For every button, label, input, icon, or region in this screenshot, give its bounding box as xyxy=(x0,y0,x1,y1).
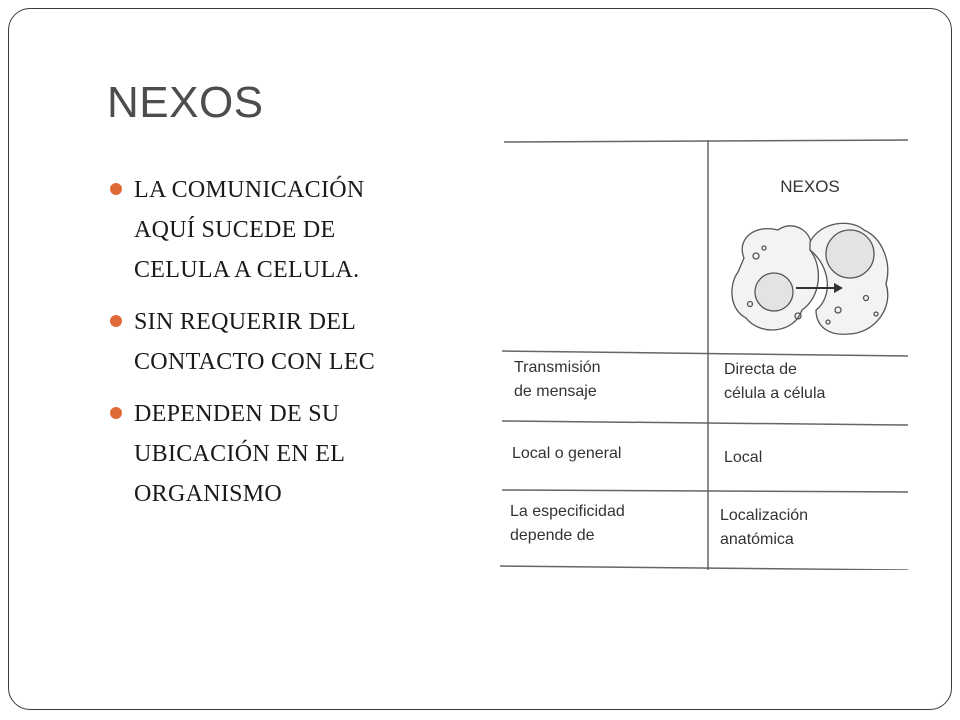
row-value-line: célula a célula xyxy=(724,385,826,402)
row-value-line: Directa de xyxy=(724,361,797,378)
slide-title: NEXOS xyxy=(107,78,264,127)
scanned-table-figure xyxy=(498,138,908,570)
bullet-dot-icon xyxy=(110,315,122,327)
bullet-line: AQUÍ SUCEDE DE xyxy=(134,217,336,243)
table-figure-svg xyxy=(498,138,908,570)
table-row-rule xyxy=(502,351,908,356)
table-bottom-rule xyxy=(500,566,908,570)
row-value-line: Localización xyxy=(720,507,809,524)
bullet-dot-icon xyxy=(110,407,122,419)
bullet-line: SIN REQUERIR DEL xyxy=(134,309,357,335)
cell-illustration xyxy=(732,223,888,334)
bullet-item xyxy=(108,170,458,290)
row-label-line: Local o general xyxy=(512,445,622,462)
right-cell-nucleus xyxy=(826,230,874,278)
bullet-item xyxy=(108,302,458,382)
bullet-dot-icon xyxy=(110,183,122,195)
bullet-list xyxy=(108,170,458,526)
bullet-line: ORGANISMO xyxy=(134,481,283,507)
bullet-line: CONTACTO CON LEC xyxy=(134,349,376,375)
bullet-line: CELULA A CELULA. xyxy=(134,257,360,283)
table-top-rule xyxy=(504,140,908,142)
table-row-rule xyxy=(502,421,908,425)
row-label-line: de mensaje xyxy=(514,383,597,400)
row-value-line: Local xyxy=(724,449,763,466)
row-label-line: Transmisión xyxy=(514,359,601,376)
table-row-rule xyxy=(502,490,908,492)
bullet-line: UBICACIÓN EN EL xyxy=(134,441,346,467)
row-value-line: anatómica xyxy=(720,531,794,548)
bullet-line: DEPENDEN DE SU xyxy=(134,401,340,427)
row-label-line: La especificidad xyxy=(510,503,625,520)
bullet-item xyxy=(108,394,458,514)
bullet-line: LA COMUNICACIÓN xyxy=(134,177,365,203)
figure-header: NEXOS xyxy=(780,177,840,196)
left-cell-nucleus xyxy=(755,273,793,311)
row-label-line: depende de xyxy=(510,527,595,544)
